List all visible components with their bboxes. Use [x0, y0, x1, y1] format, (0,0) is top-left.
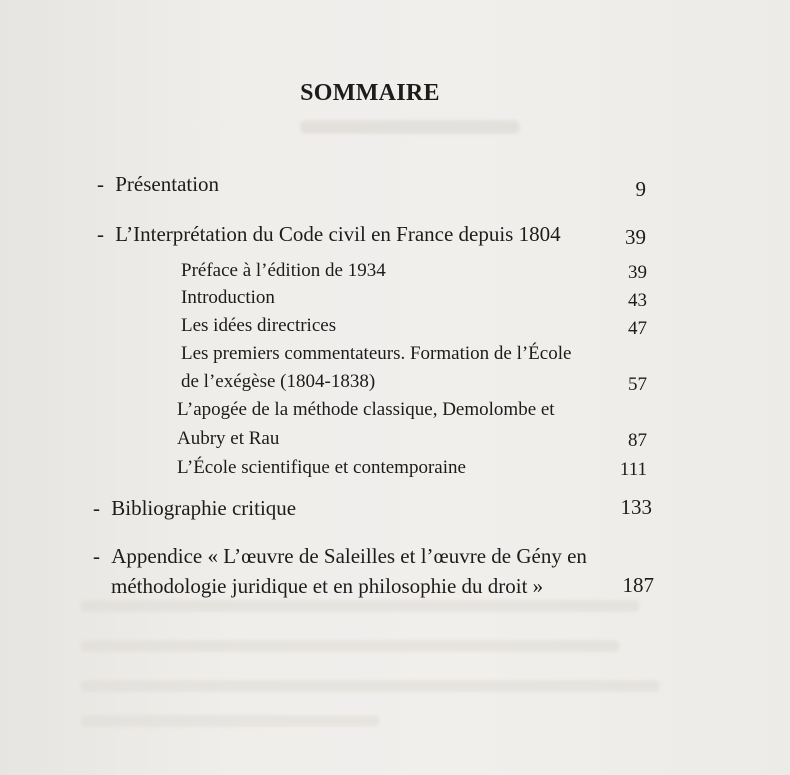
- entry-page-number: 133: [620, 495, 652, 519]
- toc-subentry-commentateurs-line1: Les premiers commentateurs. Formation de l’École: [181, 343, 572, 364]
- toc-entry-presentation: [97, 172, 219, 197]
- toc-entry-appendice-line2: méthodologie juridique et en philosophie du droit »: [111, 574, 544, 598]
- show-through-shadow: [80, 640, 620, 652]
- toc-subentry-ecole: L’École scientifique et contemporaine: [177, 457, 466, 478]
- show-through-shadow: [80, 680, 660, 692]
- toc-subentry-apogee-line2: Aubry et Rau: [177, 428, 280, 449]
- subentry-page-number: 111: [619, 459, 647, 480]
- entry-label: Présentation: [115, 172, 220, 196]
- subentry-page-number: 43: [628, 290, 647, 311]
- toc-entry-appendice-line1: [93, 544, 587, 569]
- entry-dash: -: [97, 172, 104, 196]
- entry-dash: -: [93, 496, 100, 520]
- toc-entry-interpretation: [97, 222, 561, 247]
- subentry-page-number: 39: [628, 262, 647, 283]
- entry-dash: -: [97, 222, 104, 246]
- entry-label: Bibliographie critique: [111, 496, 297, 520]
- entry-page-number: 9: [635, 177, 646, 201]
- toc-subentry-commentateurs-line2: de l’exégèse (1804-1838): [181, 371, 376, 392]
- subentry-page-number: 87: [628, 430, 647, 451]
- subentry-page-number: 57: [628, 374, 647, 395]
- show-through-shadow: [300, 120, 520, 134]
- subentry-page-number: 47: [628, 318, 647, 339]
- entry-label: L’Interprétation du Code civil en France depuis 1804: [115, 222, 561, 246]
- toc-title: SOMMAIRE: [300, 80, 440, 106]
- show-through-shadow: [80, 600, 640, 612]
- toc-entry-bibliographie: [93, 496, 296, 521]
- toc-subentry-apogee-line1: L’apogée de la méthode classique, Demolombe et: [177, 399, 555, 420]
- entry-dash: -: [93, 544, 100, 568]
- toc-subentry-preface: Préface à l’édition de 1934: [181, 260, 386, 281]
- toc-subentry-idees: Les idées directrices: [181, 315, 337, 336]
- entry-page-number: 39: [625, 225, 646, 249]
- entry-page-number: 187: [622, 573, 654, 597]
- entry-label: Appendice « L’œuvre de Saleilles et l’œuvre de Gény en: [111, 544, 587, 568]
- toc-subentry-introduction: Introduction: [181, 287, 275, 308]
- show-through-shadow: [80, 715, 380, 727]
